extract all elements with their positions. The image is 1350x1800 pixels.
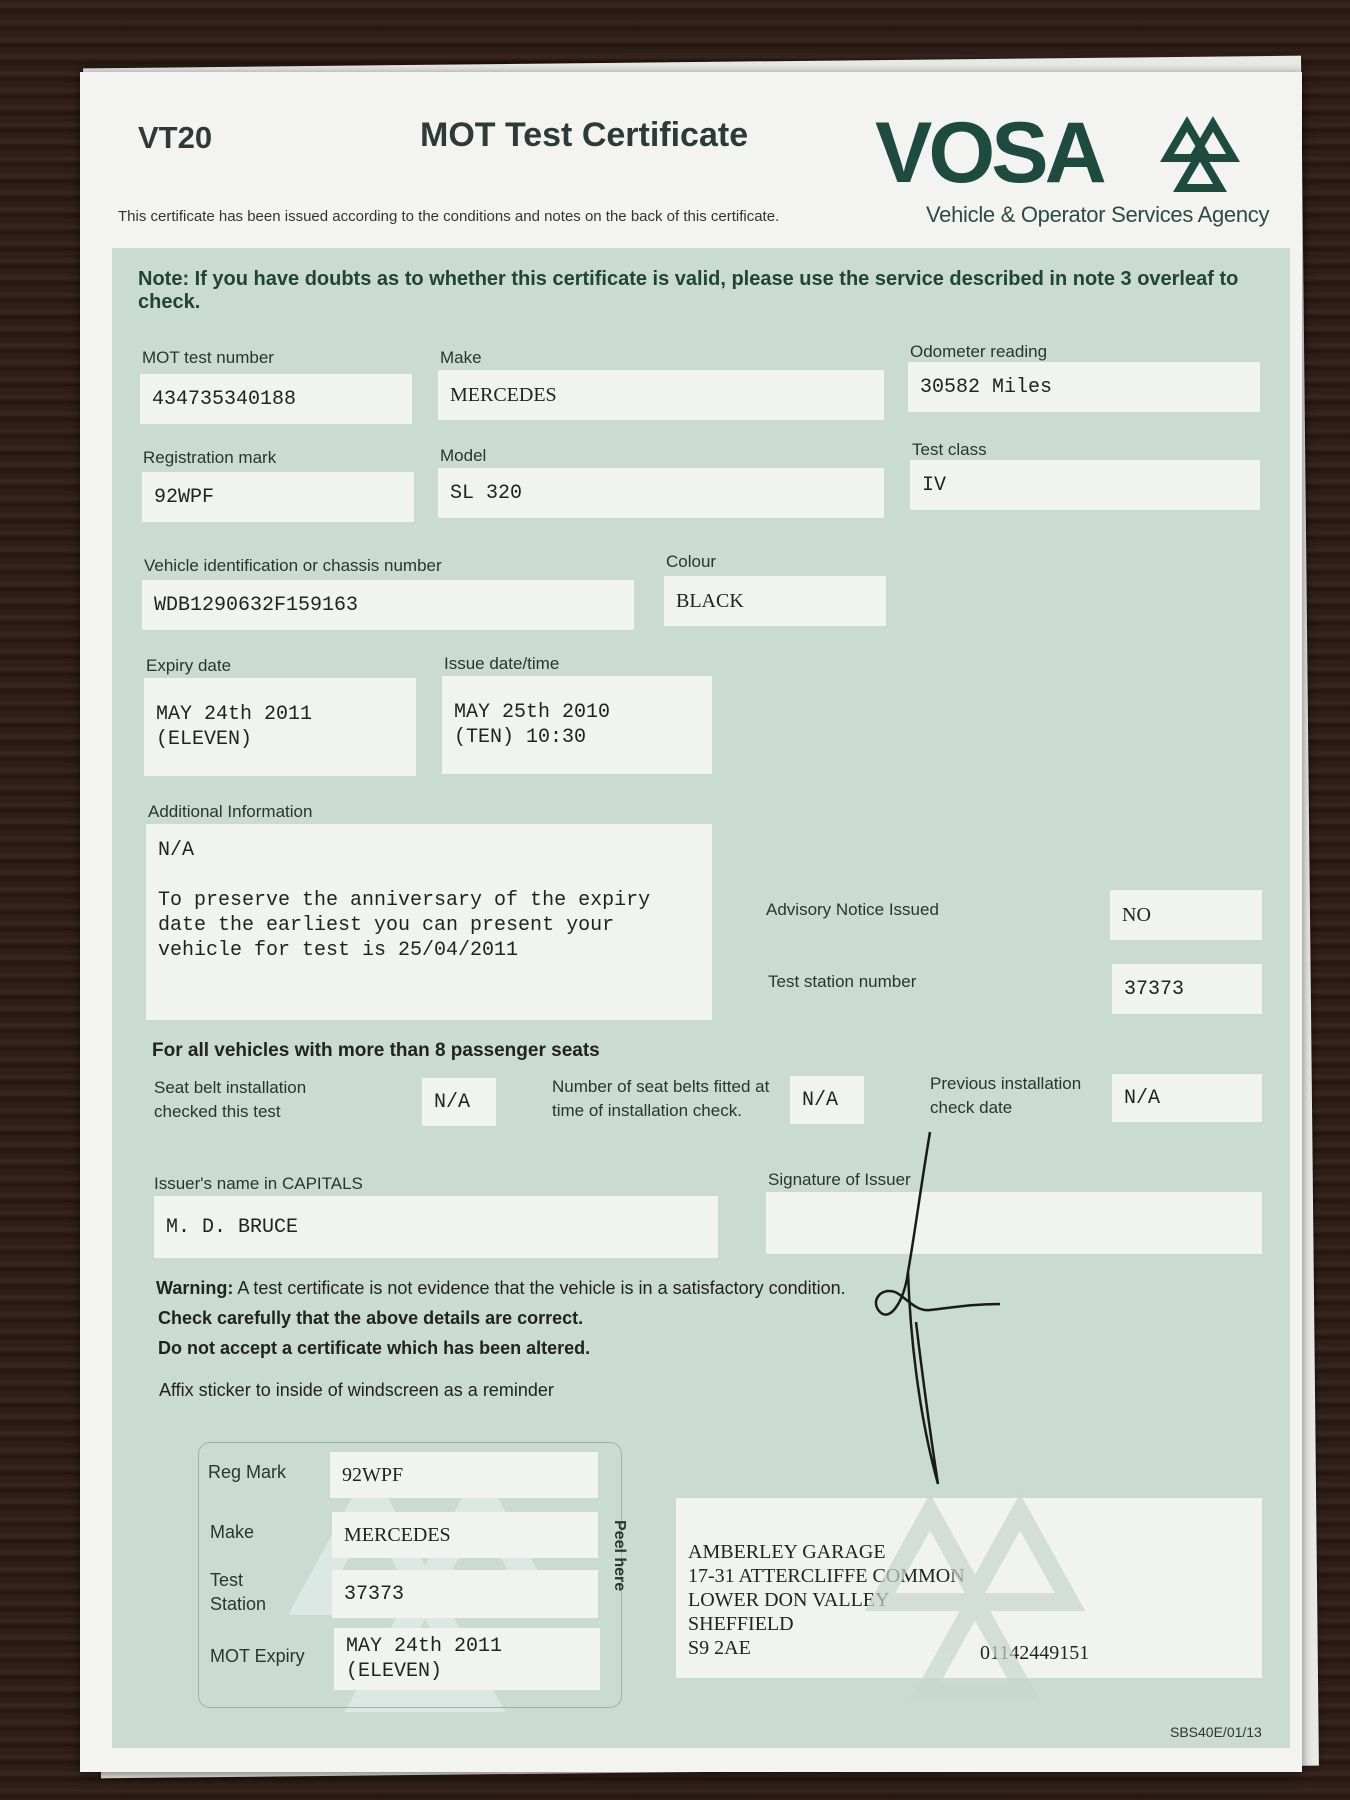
- advisory-label: Advisory Notice Issued: [766, 900, 939, 919]
- belt-check-label: Seat belt installation checked this test: [154, 1078, 307, 1121]
- additional-label: Additional Information: [148, 802, 313, 821]
- expiry-field: MAY 24th 2011 (ELEVEN): [144, 678, 416, 776]
- belt-count-label: Number of seat belts fitted at time of installation check.: [552, 1077, 770, 1120]
- belt-count-field: N/A: [790, 1076, 864, 1124]
- sticker-station-field: 37373: [332, 1570, 598, 1618]
- warning-line-3: Do not accept a certificate which has been altered.: [158, 1338, 591, 1358]
- prev-date-label: Previous installation check date: [930, 1074, 1082, 1117]
- form-code: VT20: [138, 120, 213, 155]
- model-field: SL 320: [438, 468, 884, 518]
- vosa-logo: [875, 104, 1255, 194]
- issuer-name-label: Issuer's name in CAPITALS: [154, 1174, 363, 1193]
- belt-check-field: N/A: [422, 1078, 496, 1126]
- test-number-field: 434735340188: [140, 374, 412, 424]
- test-class-label: Test class: [912, 440, 987, 459]
- advisory-field: NO: [1110, 890, 1262, 940]
- issue-label: Issue date/time: [444, 654, 560, 673]
- certificate-page: [80, 72, 1302, 1772]
- make-field: MERCEDES: [438, 370, 884, 420]
- form-reference: SBS40E/01/13: [1170, 1724, 1262, 1740]
- model-label: Model: [440, 446, 487, 465]
- expiry-label: Expiry date: [146, 656, 232, 675]
- station-label: Test station number: [768, 972, 917, 991]
- triangles-icon: [1167, 124, 1233, 188]
- sticker-reg-label: Reg Mark: [208, 1462, 287, 1482]
- signature-label: Signature of Issuer: [768, 1170, 911, 1189]
- vin-field: WDB1290632F159163: [142, 580, 634, 630]
- authority-phone: 01142449151: [980, 1642, 1090, 1664]
- issuer-name-field: M. D. BRUCE: [154, 1196, 718, 1258]
- warning-line-1: [156, 1278, 846, 1299]
- sticker-expiry-label: MOT Expiry: [210, 1646, 305, 1666]
- issued-note: This certificate has been issued according to the conditions and notes on the back of this certificate.: [118, 208, 780, 225]
- warning-lead: Warning:: [156, 1278, 234, 1298]
- agency-name: Vehicle & Operator Services Agency: [926, 202, 1270, 227]
- vosa-logo-text: VOSA: [875, 105, 1103, 194]
- make-label: Make: [440, 348, 482, 367]
- vin-label: Vehicle identification or chassis number: [144, 556, 442, 575]
- issue-field: MAY 25th 2010 (TEN) 10:30: [442, 676, 712, 774]
- colour-label: Colour: [666, 552, 717, 571]
- handwritten-signature: [860, 1112, 1060, 1492]
- sticker-reg-field: 92WPF: [330, 1452, 598, 1498]
- registration-field: 92WPF: [142, 472, 414, 522]
- odometer-label: Odometer reading: [910, 342, 1048, 361]
- validity-note: Note: If you have doubts as to whether this certificate is valid, please use the service described in note 3 overleaf to check.: [138, 268, 1239, 313]
- peel-here-label: Peel here: [611, 1520, 628, 1592]
- test-number-label: MOT test number: [142, 348, 274, 367]
- registration-label: Registration mark: [143, 448, 277, 467]
- warning-line-2: Check carefully that the above details are correct.: [158, 1308, 584, 1328]
- authority-triangles-icon: [860, 1492, 1160, 1732]
- sticker-make-field: MERCEDES: [332, 1512, 598, 1558]
- prev-date-field: N/A: [1112, 1074, 1262, 1122]
- page-title: MOT Test Certificate: [420, 116, 749, 154]
- colour-field: BLACK: [664, 576, 886, 626]
- sticker-make-label: Make: [210, 1522, 255, 1542]
- sticker-expiry-field: MAY 24th 2011 (ELEVEN): [334, 1628, 600, 1690]
- sticker-station-label: Test Station: [210, 1570, 267, 1614]
- station-field: 37373: [1112, 964, 1262, 1014]
- affix-note: Affix sticker to inside of windscreen as a reminder: [159, 1380, 554, 1400]
- additional-field: N/A To preserve the anniversary of the expiry date the earliest you can present your vehicle for test is 25/04/2011: [146, 824, 712, 1020]
- seats-heading: For all vehicles with more than 8 passenger seats: [152, 1040, 600, 1061]
- authority-address: AMBERLEY GARAGE 17-31 ATTERCLIFFE COMMON LOWER DON VALLEY SHEFFIELD S9 2AE: [676, 1498, 1262, 1678]
- test-class-field: IV: [910, 460, 1260, 510]
- odometer-field: 30582 Miles: [908, 362, 1260, 412]
- warning-text: A test certificate is not evidence that the vehicle is in a satisfactory condition.: [237, 1278, 846, 1298]
